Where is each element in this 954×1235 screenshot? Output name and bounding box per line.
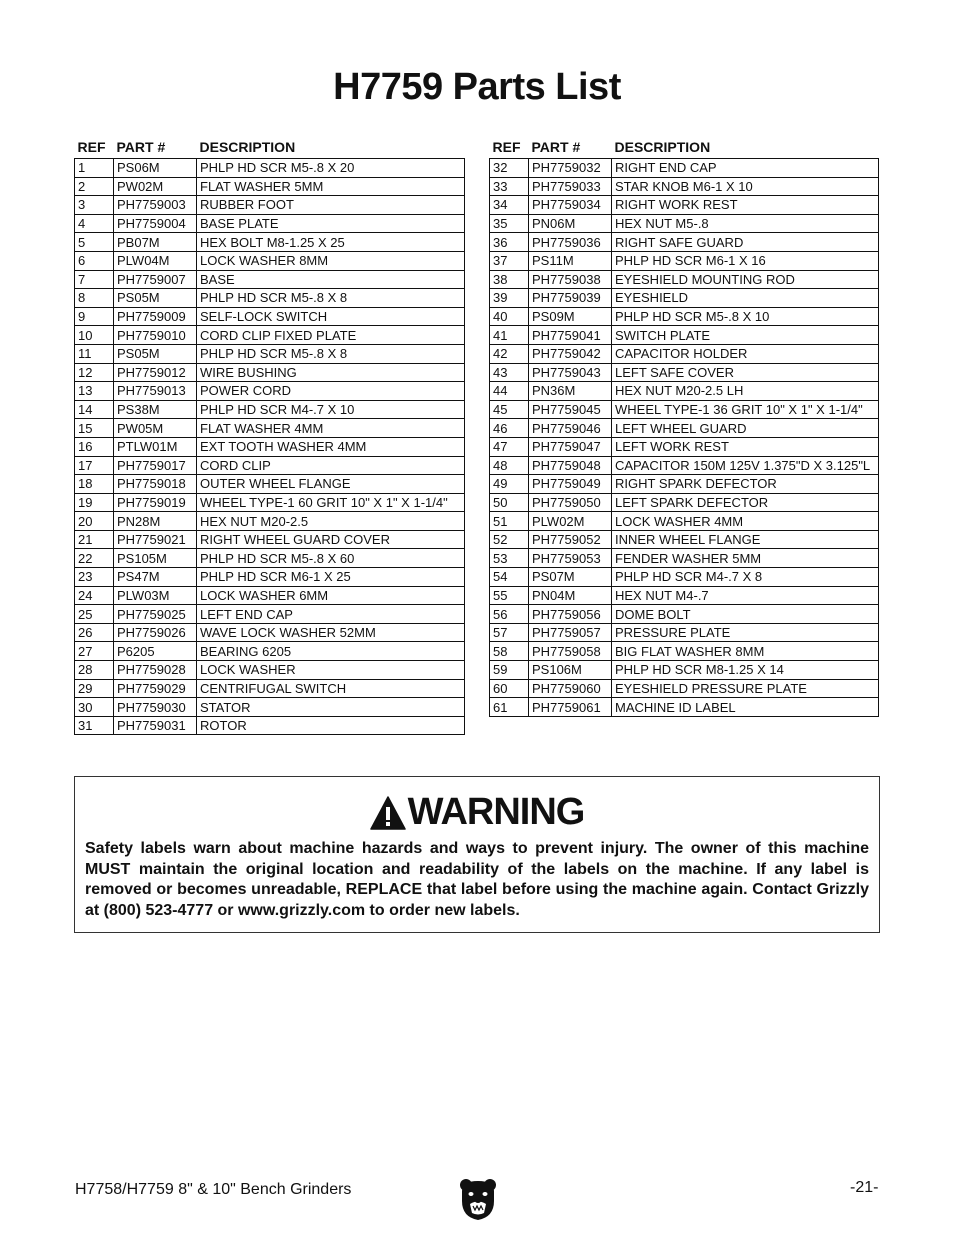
part-number-cell: PS05M [114, 344, 197, 363]
part-number-cell: PS06M [114, 159, 197, 178]
table-row [490, 344, 879, 363]
part-number-cell: PH7759018 [114, 475, 197, 494]
ref-cell: 26 [75, 623, 114, 642]
ref-cell: 10 [75, 326, 114, 345]
part-number-cell: PH7759034 [529, 196, 612, 215]
part-number-cell: PS05M [114, 289, 197, 308]
part-number-cell: PH7759026 [114, 623, 197, 642]
ref-cell: 15 [75, 419, 114, 438]
part-number-cell: PN06M [529, 214, 612, 233]
description-cell: CAPACITOR HOLDER [612, 344, 879, 363]
table-row [75, 623, 465, 642]
ref-cell: 20 [75, 512, 114, 531]
description-cell: CORD CLIP [197, 456, 465, 475]
table-row [490, 642, 879, 661]
description-cell: HEX NUT M5-.8 [612, 214, 879, 233]
part-number-cell: PH7759019 [114, 493, 197, 512]
description-cell: RIGHT WORK REST [612, 196, 879, 215]
description-cell: EXT TOOTH WASHER 4MM [197, 437, 465, 456]
table-row [490, 363, 879, 382]
ref-cell: 50 [490, 493, 529, 512]
part-number-cell: PH7759003 [114, 196, 197, 215]
ref-cell: 8 [75, 289, 114, 308]
ref-cell: 21 [75, 530, 114, 549]
description-cell: STATOR [197, 698, 465, 717]
ref-cell: 58 [490, 642, 529, 661]
page-number: -21- [850, 1179, 879, 1196]
ref-cell: 25 [75, 605, 114, 624]
ref-cell: 24 [75, 586, 114, 605]
table-row [75, 419, 465, 438]
ref-cell: 4 [75, 214, 114, 233]
part-number-cell: PW02M [114, 177, 197, 196]
ref-cell: 18 [75, 475, 114, 494]
ref-cell: 31 [75, 716, 114, 735]
footer-model: H7758/H7759 8" & 10" Bench Grinders [75, 1181, 352, 1198]
warning-triangle-icon [370, 796, 406, 830]
table-row [75, 698, 465, 717]
table-row [75, 586, 465, 605]
part-number-cell: PH7759028 [114, 661, 197, 680]
ref-cell: 51 [490, 512, 529, 531]
description-cell: RIGHT SAFE GUARD [612, 233, 879, 252]
parts-table-left [74, 136, 465, 735]
description-header: DESCRIPTION [199, 139, 296, 155]
table-row [75, 493, 465, 512]
ref-cell: 57 [490, 623, 529, 642]
description-cell: DOME BOLT [612, 605, 879, 624]
table-row [75, 251, 465, 270]
part-number-cell: PH7759032 [529, 159, 612, 178]
table-row [75, 437, 465, 456]
table-row [490, 159, 879, 178]
ref-cell: 35 [490, 214, 529, 233]
description-cell: CORD CLIP FIXED PLATE [197, 326, 465, 345]
part-number-cell: PH7759049 [529, 475, 612, 494]
ref-cell: 55 [490, 586, 529, 605]
description-cell: PHLP HD SCR M5-.8 X 8 [197, 344, 465, 363]
description-cell: RIGHT SPARK DEFECTOR [612, 475, 879, 494]
description-cell: PHLP HD SCR M6-1 X 16 [612, 251, 879, 270]
warning-title: WARNING [407, 791, 585, 833]
table-row [75, 344, 465, 363]
description-cell: EYESHIELD PRESSURE PLATE [612, 679, 879, 698]
part-number-cell: PH7759009 [114, 307, 197, 326]
part-number-cell: PS105M [114, 549, 197, 568]
part-number-cell: PTLW01M [114, 437, 197, 456]
table-row [490, 177, 879, 196]
part-number-cell: P6205 [114, 642, 197, 661]
part-number-cell: PH7759021 [114, 530, 197, 549]
part-number-cell: PH7759036 [529, 233, 612, 252]
description-cell: LEFT WORK REST [612, 437, 879, 456]
ref-cell: 28 [75, 661, 114, 680]
ref-cell: 39 [490, 289, 529, 308]
part-number-cell: PW05M [114, 419, 197, 438]
ref-cell: 32 [490, 159, 529, 178]
table-header-row [75, 136, 465, 159]
ref-cell: 59 [490, 661, 529, 680]
table-row [490, 530, 879, 549]
ref-cell: 44 [490, 382, 529, 401]
part-number-cell: PH7759061 [529, 698, 612, 717]
table-row [75, 289, 465, 308]
description-cell: STAR KNOB M6-1 X 10 [612, 177, 879, 196]
part-number-cell: PH7759004 [114, 214, 197, 233]
description-cell: CENTRIFUGAL SWITCH [197, 679, 465, 698]
description-cell: MACHINE ID LABEL [612, 698, 879, 717]
warning-heading [75, 791, 879, 834]
part-number-cell: PH7759042 [529, 344, 612, 363]
ref-cell: 46 [490, 419, 529, 438]
description-cell: WHEEL TYPE-1 36 GRIT 10" X 1" X 1-1/4" [612, 400, 879, 419]
part-number-cell: PH7759010 [114, 326, 197, 345]
table-row [490, 586, 879, 605]
ref-cell: 5 [75, 233, 114, 252]
ref-cell: 54 [490, 568, 529, 587]
ref-cell: 47 [490, 437, 529, 456]
description-cell: HEX NUT M20-2.5 LH [612, 382, 879, 401]
description-cell: HEX NUT M4-.7 [612, 586, 879, 605]
description-cell: POWER CORD [197, 382, 465, 401]
table-row [75, 475, 465, 494]
ref-cell: 43 [490, 363, 529, 382]
ref-cell: 52 [490, 530, 529, 549]
table-row [490, 382, 879, 401]
part-number-cell: PS47M [114, 568, 197, 587]
table-row [75, 568, 465, 587]
description-cell: FENDER WASHER 5MM [612, 549, 879, 568]
description-cell: CAPACITOR 150M 125V 1.375"D X 3.125"L [612, 456, 879, 475]
table-row [490, 419, 879, 438]
ref-cell: 30 [75, 698, 114, 717]
description-cell: LEFT WHEEL GUARD [612, 419, 879, 438]
description-cell: SWITCH PLATE [612, 326, 879, 345]
warning-box [74, 776, 880, 933]
description-cell: HEX BOLT M8-1.25 X 25 [197, 233, 465, 252]
part-number-cell: PB07M [114, 233, 197, 252]
ref-cell: 37 [490, 251, 529, 270]
part-number-cell: PS11M [529, 251, 612, 270]
part-number-cell: PLW04M [114, 251, 197, 270]
ref-cell: 27 [75, 642, 114, 661]
ref-cell: 3 [75, 196, 114, 215]
part-number-cell: PH7759033 [529, 177, 612, 196]
table-row [490, 289, 879, 308]
ref-cell: 42 [490, 344, 529, 363]
part-number-cell: PLW02M [529, 512, 612, 531]
description-cell: EYESHIELD MOUNTING ROD [612, 270, 879, 289]
part-number-cell: PH7759031 [114, 716, 197, 735]
description-cell: PHLP HD SCR M8-1.25 X 14 [612, 661, 879, 680]
description-cell: OUTER WHEEL FLANGE [197, 475, 465, 494]
table-row [75, 363, 465, 382]
part-number-cell: PH7759047 [529, 437, 612, 456]
description-cell: HEX NUT M20-2.5 [197, 512, 465, 531]
part-number-cell: PN04M [529, 586, 612, 605]
table-row [75, 456, 465, 475]
ref-cell: 11 [75, 344, 114, 363]
table-row [75, 679, 465, 698]
parts-table-right-body [490, 159, 879, 717]
ref-cell: 29 [75, 679, 114, 698]
ref-cell: 19 [75, 493, 114, 512]
part-number-cell: PH7759030 [114, 698, 197, 717]
part-number-cell: PH7759056 [529, 605, 612, 624]
table-row [75, 512, 465, 531]
part-number-cell: PN28M [114, 512, 197, 531]
description-cell: BIG FLAT WASHER 8MM [612, 642, 879, 661]
table-row [75, 661, 465, 680]
description-cell: PRESSURE PLATE [612, 623, 879, 642]
table-row [75, 605, 465, 624]
table-header-row [490, 136, 879, 159]
table-row [490, 605, 879, 624]
table-row [490, 214, 879, 233]
part-number-cell: PH7759057 [529, 623, 612, 642]
part-number-cell: PS07M [529, 568, 612, 587]
table-row [490, 698, 879, 717]
table-row [490, 233, 879, 252]
part-number-cell: PH7759039 [529, 289, 612, 308]
description-cell: WHEEL TYPE-1 60 GRIT 10" X 1" X 1-1/4" [197, 493, 465, 512]
description-cell: PHLP HD SCR M5-.8 X 20 [197, 159, 465, 178]
part-number-cell: PH7759045 [529, 400, 612, 419]
table-row [75, 642, 465, 661]
description-cell: WIRE BUSHING [197, 363, 465, 382]
table-row [490, 679, 879, 698]
ref-header: REF [77, 139, 106, 155]
ref-header: REF [492, 139, 521, 155]
table-row [75, 326, 465, 345]
ref-cell: 48 [490, 456, 529, 475]
table-row [75, 177, 465, 196]
table-row [490, 196, 879, 215]
ref-cell: 23 [75, 568, 114, 587]
description-cell: SELF-LOCK SWITCH [197, 307, 465, 326]
parts-table-right [489, 136, 879, 717]
description-cell: PHLP HD SCR M5-.8 X 8 [197, 289, 465, 308]
description-cell: PHLP HD SCR M4-.7 X 8 [612, 568, 879, 587]
table-row [75, 270, 465, 289]
table-row [490, 549, 879, 568]
table-row [490, 270, 879, 289]
page-title: H7759 Parts List [333, 66, 621, 108]
description-cell: INNER WHEEL FLANGE [612, 530, 879, 549]
description-cell: ROTOR [197, 716, 465, 735]
description-cell: WAVE LOCK WASHER 52MM [197, 623, 465, 642]
description-cell: BEARING 6205 [197, 642, 465, 661]
description-cell: PHLP HD SCR M4-.7 X 10 [197, 400, 465, 419]
table-row [490, 400, 879, 419]
table-row [490, 512, 879, 531]
part-number-cell: PLW03M [114, 586, 197, 605]
part-number-cell: PH7759058 [529, 642, 612, 661]
parts-table-left-body [75, 159, 465, 735]
table-row [75, 214, 465, 233]
grizzly-bear-logo-icon [458, 1177, 498, 1221]
description-cell: PHLP HD SCR M6-1 X 25 [197, 568, 465, 587]
table-row [490, 456, 879, 475]
ref-cell: 33 [490, 177, 529, 196]
table-row [75, 382, 465, 401]
description-cell: RIGHT END CAP [612, 159, 879, 178]
table-row [490, 568, 879, 587]
ref-cell: 49 [490, 475, 529, 494]
table-row [490, 661, 879, 680]
ref-cell: 17 [75, 456, 114, 475]
part-number-cell: PH7759053 [529, 549, 612, 568]
part-number-cell: PH7759043 [529, 363, 612, 382]
ref-cell: 22 [75, 549, 114, 568]
part-number-cell: PS106M [529, 661, 612, 680]
part-header: PART # [531, 139, 581, 155]
ref-cell: 60 [490, 679, 529, 698]
part-header: PART # [116, 139, 166, 155]
ref-cell: 56 [490, 605, 529, 624]
part-number-cell: PH7759013 [114, 382, 197, 401]
part-number-cell: PH7759007 [114, 270, 197, 289]
description-cell: FLAT WASHER 5MM [197, 177, 465, 196]
ref-cell: 13 [75, 382, 114, 401]
part-number-cell: PH7759041 [529, 326, 612, 345]
table-row [75, 716, 465, 735]
part-number-cell: PS09M [529, 307, 612, 326]
table-row [490, 326, 879, 345]
ref-cell: 2 [75, 177, 114, 196]
description-cell: LOCK WASHER 6MM [197, 586, 465, 605]
ref-cell: 41 [490, 326, 529, 345]
ref-cell: 7 [75, 270, 114, 289]
part-number-cell: PH7759017 [114, 456, 197, 475]
ref-cell: 38 [490, 270, 529, 289]
description-cell: EYESHIELD [612, 289, 879, 308]
ref-cell: 40 [490, 307, 529, 326]
part-number-cell: PH7759029 [114, 679, 197, 698]
description-cell: LEFT END CAP [197, 605, 465, 624]
ref-cell: 12 [75, 363, 114, 382]
ref-cell: 14 [75, 400, 114, 419]
description-header: DESCRIPTION [614, 139, 711, 155]
part-number-cell: PH7759046 [529, 419, 612, 438]
table-row [490, 437, 879, 456]
description-cell: RIGHT WHEEL GUARD COVER [197, 530, 465, 549]
description-cell: LEFT SPARK DEFECTOR [612, 493, 879, 512]
ref-cell: 45 [490, 400, 529, 419]
part-number-cell: PH7759050 [529, 493, 612, 512]
ref-cell: 34 [490, 196, 529, 215]
ref-cell: 9 [75, 307, 114, 326]
table-row [75, 549, 465, 568]
part-number-cell: PH7759048 [529, 456, 612, 475]
table-row [75, 233, 465, 252]
part-number-cell: PH7759038 [529, 270, 612, 289]
table-row [75, 400, 465, 419]
description-cell: BASE [197, 270, 465, 289]
ref-cell: 36 [490, 233, 529, 252]
part-number-cell: PH7759012 [114, 363, 197, 382]
part-number-cell: PS38M [114, 400, 197, 419]
description-cell: BASE PLATE [197, 214, 465, 233]
part-number-cell: PH7759052 [529, 530, 612, 549]
ref-cell: 61 [490, 698, 529, 717]
description-cell: LEFT SAFE COVER [612, 363, 879, 382]
table-row [75, 530, 465, 549]
table-row [490, 623, 879, 642]
description-cell: LOCK WASHER 8MM [197, 251, 465, 270]
description-cell: FLAT WASHER 4MM [197, 419, 465, 438]
table-row [490, 307, 879, 326]
description-cell: RUBBER FOOT [197, 196, 465, 215]
ref-cell: 16 [75, 437, 114, 456]
part-number-cell: PH7759025 [114, 605, 197, 624]
part-number-cell: PN36M [529, 382, 612, 401]
description-cell: PHLP HD SCR M5-.8 X 60 [197, 549, 465, 568]
description-cell: LOCK WASHER [197, 661, 465, 680]
part-number-cell: PH7759060 [529, 679, 612, 698]
ref-cell: 1 [75, 159, 114, 178]
description-cell: LOCK WASHER 4MM [612, 512, 879, 531]
table-row [75, 307, 465, 326]
warning-text: Safety labels warn about machine hazards and ways to prevent injury. The owner of this machine MUST maintain the original location and readability of the labels on the machine. If any label is removed or becomes unreadable, REPLACE that label before using the machine again. Contact Grizzly at (800) 523-4777 or www.grizzly.com to order new labels. [85, 840, 869, 919]
table-row [490, 251, 879, 270]
table-row [490, 475, 879, 494]
ref-cell: 6 [75, 251, 114, 270]
table-row [75, 196, 465, 215]
ref-cell: 53 [490, 549, 529, 568]
table-row [490, 493, 879, 512]
table-row [75, 159, 465, 178]
description-cell: PHLP HD SCR M5-.8 X 10 [612, 307, 879, 326]
